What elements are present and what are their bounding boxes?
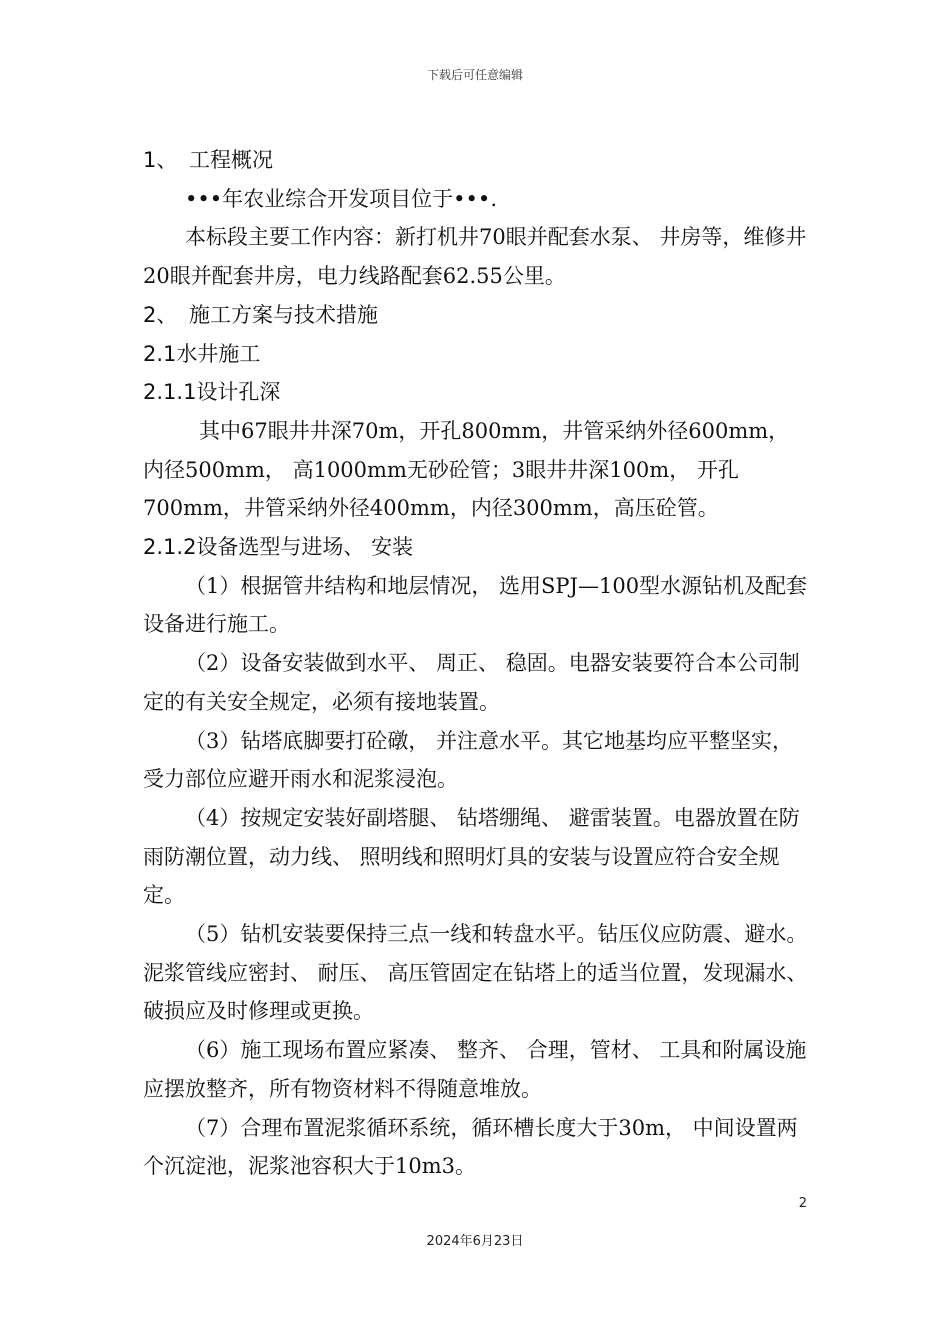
list-item-5: （5）钻机安装要保持三点一线和转盘水平。钻压仪应防震、避水。泥浆管线应密封、 耐压、 高压管固定在钻塔上的适当位置，发现漏水、 破损应及时修理或更换。 [143, 922, 808, 1024]
section-heading-1 [143, 141, 809, 180]
section-title: 工程概况 [189, 148, 273, 172]
section-heading-2 [143, 296, 809, 335]
list-item-2: （2）设备安装做到水平、 周正、 稳固。电器安装要符合本公司制定的有关安全规定，必须有接地装置。 [143, 651, 800, 714]
document-body [143, 141, 809, 1186]
subsection-heading-2-1-1: 2.1.1设计孔深 [143, 380, 281, 405]
list-item-1: （1）根据管井结构和地层情况， 选用SPJ—100型水源钻机及配套设备进行施工。 [143, 573, 808, 637]
section-number: 1、 [143, 148, 178, 172]
list-item-4: （4）按规定安装好副塔腿、 钻塔绷绳、 避雷装置。电器放置在防雨防潮位置，动力线、 照明线和照明灯具的安装与设置应符合安全规定。 [143, 805, 800, 908]
paragraph-hole-depth: 其中67眼井井深70m，开孔800mm，井管采纳外径600mm，内径500mm， 高1000mm无砂砼管；3眼井井深100m， 开孔700mm，井管采纳外径400mm，内径300mm，高压砼管。 [143, 418, 790, 521]
subsection-heading-2-1-2: 2.1.2设备选型与进场、 安装 [143, 535, 414, 560]
paragraph-project-location: •••年农业综合开发项目位于•••. [185, 186, 497, 211]
page-header: 下载后可任意编辑 [426, 68, 523, 82]
list-item-6: （6）施工现场布置应紧凑、 整齐、 合理，管材、 工具和附属设施应摆放整齐，所有物资材料不得随意堆放。 [143, 1038, 807, 1101]
section-number: 2、 [143, 302, 178, 327]
list-item-3: （3）钻塔底脚要打砼礅， 并注意水平。其它地基均应平整坚实，受力部位应避开雨水和泥浆浸泡。 [143, 728, 794, 792]
page-number: 2 [798, 1196, 807, 1211]
subsection-heading-2-1: 2.1水井施工 [143, 341, 261, 366]
section-title: 施工方案与技术措施 [189, 302, 378, 327]
paragraph-work-scope: 本标段主要工作内容：新打机井70眼并配套水泵、 井房等，维修井20眼并配套井房，电力线路配套62.55公里。 [143, 225, 807, 289]
list-item-7: （7）合理布置泥浆循环系统，循环槽长度大于30m， 中间设置两个沉淀池，泥浆池容积大于10m3。 [143, 1115, 798, 1179]
page-footer-date: 2024年6月23日 [426, 1234, 524, 1249]
